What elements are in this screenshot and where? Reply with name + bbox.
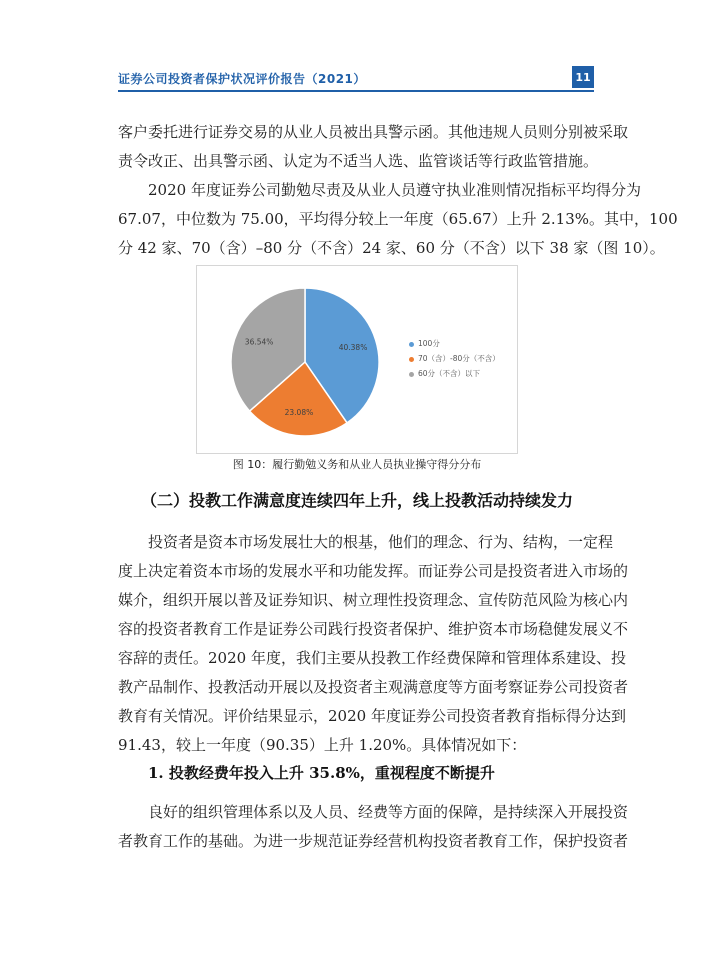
figure-caption: 图 10：履行勤勉义务和从业人员执业操守得分分布 (232, 458, 482, 471)
body-line: 媒介，组织开展以普及证券知识、树立理性投资理念、宣传防范风险为核心内 (118, 591, 629, 609)
paragraph-block-3 (118, 798, 629, 856)
body-line: 分 42 家、70（含）–80 分（不含）24 家、60 分（不含）以下 38 家（图 10）。 (118, 239, 665, 257)
header-divider (118, 90, 594, 92)
legend-label: 70（含）-80分（不含） (418, 354, 500, 363)
body-line: 责令改正、出具警示函、认定为不适当人选、监管谈话等行政监管措施。 (118, 152, 599, 170)
paragraph-block-1 (118, 118, 678, 263)
legend-swatch (409, 357, 414, 362)
legend-label: 60分（不含）以下 (418, 369, 481, 378)
body-line: 者教育工作的基础。为进一步规范证券经营机构投资者教育工作，保护投资者 (118, 832, 629, 850)
page-header (118, 66, 594, 92)
report-title: 证券公司投资者保护状况评价报告（2021） (118, 72, 366, 86)
body-line: 容的投资者教育工作是证券公司践行投资者保护、维护资本市场稳健发展义不 (118, 620, 629, 638)
section-heading: （二）投教工作满意度连续四年上升，线上投教活动持续发力 (140, 491, 573, 510)
pie-data-label: 23.08% (284, 407, 314, 417)
page-number: 11 (572, 66, 594, 88)
pie-data-label: 40.38% (338, 343, 368, 353)
body-line: 度上决定着资本市场的发展水平和功能发挥。而证券公司是投资者进入市场的 (118, 562, 629, 580)
legend-item (409, 366, 500, 381)
legend-swatch (409, 342, 414, 347)
body-line: 教产品制作、投教活动开展以及投资者主观满意度等方面考察证券公司投资者 (118, 678, 629, 696)
legend-swatch (409, 372, 414, 377)
body-line: 容辞的责任。2020 年度，我们主要从投教工作经费保障和管理体系建设、投 (118, 649, 626, 667)
body-line: 教育有关情况。评价结果显示，2020 年度证券公司投资者教育指标得分达到 (118, 707, 626, 725)
legend-item (409, 351, 500, 366)
body-line: 客户委托进行证券交易的从业人员被出具警示函。其他违规人员则分别被采取 (118, 123, 629, 141)
legend-label: 100分 (418, 339, 440, 348)
body-line: 91.43，较上一年度（90.35）上升 1.20%。具体情况如下： (118, 736, 527, 754)
paragraph-block-2 (118, 528, 629, 760)
body-line: 67.07，中位数为 75.00，平均得分较上一年度（65.67）上升 2.13%。其中，100 (118, 210, 678, 228)
pie-chart (196, 265, 518, 454)
pie-data-label: 36.54% (244, 337, 274, 347)
body-line: 良好的组织管理体系以及人员、经费等方面的保障，是持续深入开展投资 (148, 803, 629, 821)
body-line: 投资者是资本市场发展壮大的根基，他们的理念、行为、结构，一定程 (148, 533, 614, 551)
chart-legend (409, 336, 500, 381)
body-line: 2020 年度证券公司勤勉尽责及从业人员遵守执业准则情况指标平均得分为 (148, 181, 641, 199)
legend-item (409, 336, 500, 351)
subsection-heading: 1. 投教经费年投入上升 35.8%，重视程度不断提升 (148, 764, 495, 782)
